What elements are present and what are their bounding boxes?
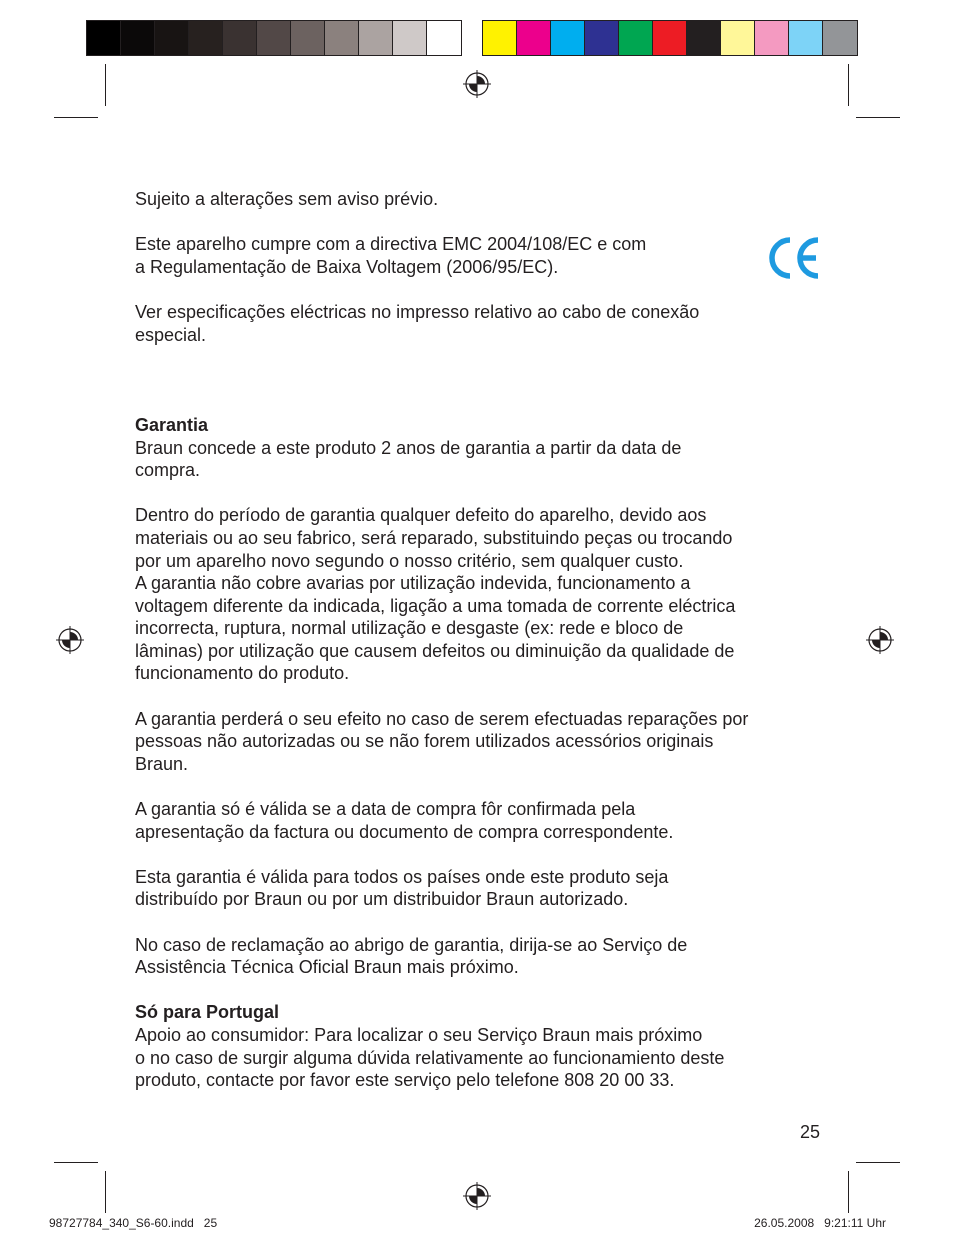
color-swatch <box>359 21 393 55</box>
registration-crosshair-icon <box>866 626 894 654</box>
warranty-paragraph: Dentro do período de garantia qualquer defeito do aparelho, devido aos materiais ou ao seu fabrico, será reparado, substituindo peças ou trocando por um aparelho novo segundo o nosso critério, sem qualquer custo. A garantia não cobre avarias por utilização indevida, funcionamento a voltagem diferente da indicada, ligação a uma tomada de corrente eléctrica incorrecta, ruptura, normal utilização e desgaste (ex: rede e bloco de lâminas) por utilização que causem defeitos ou diminuição da qualidade de funcionamento do produto. <box>135 505 736 684</box>
crop-mark <box>856 1162 900 1163</box>
color-swatch <box>721 21 755 55</box>
color-swatch <box>155 21 189 55</box>
registration-crosshair-icon <box>56 626 84 654</box>
registration-crosshair-icon <box>463 70 491 98</box>
grayscale-color-bar <box>86 20 462 56</box>
crop-mark <box>54 117 98 118</box>
color-swatch <box>223 21 257 55</box>
warranty-paragraph: No caso de reclamação ao abrigo de garantia, dirija-se ao Serviço de Assistência Técnica Oficial Braun mais próximo. <box>135 934 688 978</box>
color-swatch <box>687 21 721 55</box>
registration-crosshair-icon <box>463 1182 491 1210</box>
directive-paragraph: Este aparelho cumpre com a directiva EMC 2004/108/EC e com a Regulamentação de Baixa Voltagem (2006/95/EC). <box>135 234 647 277</box>
color-swatch <box>189 21 223 55</box>
color-swatch <box>653 21 687 55</box>
document-body <box>135 188 835 1092</box>
color-swatch <box>755 21 789 55</box>
crop-mark <box>848 64 849 106</box>
slug-filename: 98727784_340_S6-60.indd 25 <box>49 1216 218 1230</box>
page-number: 25 <box>799 1122 820 1142</box>
warranty-paragraph: Esta garantia é válida para todos os países onde este produto seja distribuído por Braun ou por um distribuidor Braun autorizado. <box>135 866 669 910</box>
crop-mark <box>105 1171 106 1213</box>
color-swatch <box>789 21 823 55</box>
crop-mark <box>54 1162 98 1163</box>
crop-mark <box>856 117 900 118</box>
color-swatch <box>483 21 517 55</box>
warranty-paragraph: Braun concede a este produto 2 anos de garantia a partir da data de compra. <box>135 437 682 481</box>
crop-mark <box>105 64 106 106</box>
color-swatch <box>585 21 619 55</box>
color-swatch <box>823 21 857 55</box>
specs-paragraph: Ver especificações eléctricas no impresso relativo ao cabo de conexão especial. <box>135 301 700 345</box>
process-color-bar <box>482 20 858 56</box>
color-swatch <box>393 21 427 55</box>
color-swatch <box>121 21 155 55</box>
color-swatch <box>427 21 461 55</box>
portugal-paragraph: Apoio ao consumidor: Para localizar o seu Serviço Braun mais próximo o no caso de surgir alguma dúvida relativamente ao funcionamiento deste produto, contacte por favor este serviço pelo telefone 808 20 00 33. <box>135 1024 725 1091</box>
color-swatch <box>619 21 653 55</box>
notice-paragraph: Sujeito a alterações sem aviso prévio. <box>135 189 439 209</box>
warranty-heading: Garantia <box>135 414 209 435</box>
slug-timestamp: 26.05.2008 9:21:11 Uhr <box>754 1216 886 1230</box>
color-swatch <box>517 21 551 55</box>
portugal-heading: Só para Portugal <box>135 1002 280 1023</box>
color-swatch <box>291 21 325 55</box>
crop-mark <box>848 1171 849 1213</box>
warranty-paragraph: A garantia só é válida se a data de compra fôr confirmada pela apresentação da factura ou documento de compra correspondente. <box>135 799 674 842</box>
color-swatch <box>551 21 585 55</box>
color-swatch <box>325 21 359 55</box>
color-swatch <box>257 21 291 55</box>
color-swatch <box>87 21 121 55</box>
warranty-paragraph: A garantia perderá o seu efeito no caso de serem efectuadas reparações por pessoas não autorizadas ou se não forem utilizados acessórios originais Braun. <box>135 708 749 774</box>
